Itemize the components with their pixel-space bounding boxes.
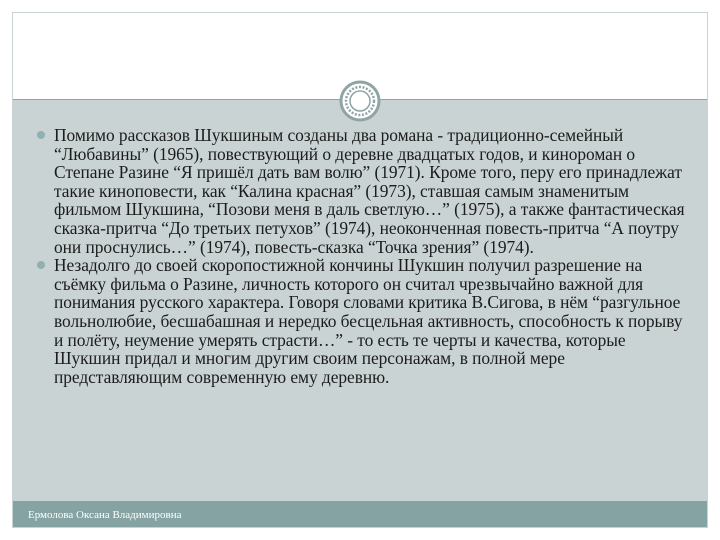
bullet-icon xyxy=(37,131,45,139)
bullet-list xyxy=(34,126,694,386)
circle-ornament-icon xyxy=(339,80,381,122)
footer-author: Ермолова Оксана Владимировна xyxy=(28,509,182,521)
bullet-text: Незадолго до своей скоропостижной кончины Шукшин получил разрешение на съёмку фильма о Разине, личность которого он считал чрезвычайно важной для понимания русского характера. Говоря словами критика В.Сигова, в нём “разгульное вольнолюбие, бесшабашная и нередко бесцельная активность, способность к порыву и полёту, неумение умерять страсти…” - то есть те черты и качества, которые Шукшин придал и многим другим своим персонажам, в полной мере представляющим современную ему деревню. xyxy=(54,255,683,387)
bullet-icon xyxy=(37,261,45,269)
bullet-item xyxy=(34,126,694,256)
bullet-item xyxy=(34,256,694,386)
bullet-text: Помимо рассказов Шукшиным созданы два романа - традиционно-семейный “Любавины” (1965), повествующий о деревне двадцатых годов, и кинороман о Степане Разине “Я пришёл дать вам волю” (1971). Кроме того, перу его принадлежат такие киноповести, как “Калина красная” (1973), ставшая самым знаменитым фильмом Шукшина, “Позови меня в даль светлую…” (1975), а также фантастическая сказка-притча “До третьих петухов” (1974), неоконченная повесть-притча “А поутру они проснулись…” (1974), повесть-сказка “Точка зрения” (1974). xyxy=(54,125,685,257)
